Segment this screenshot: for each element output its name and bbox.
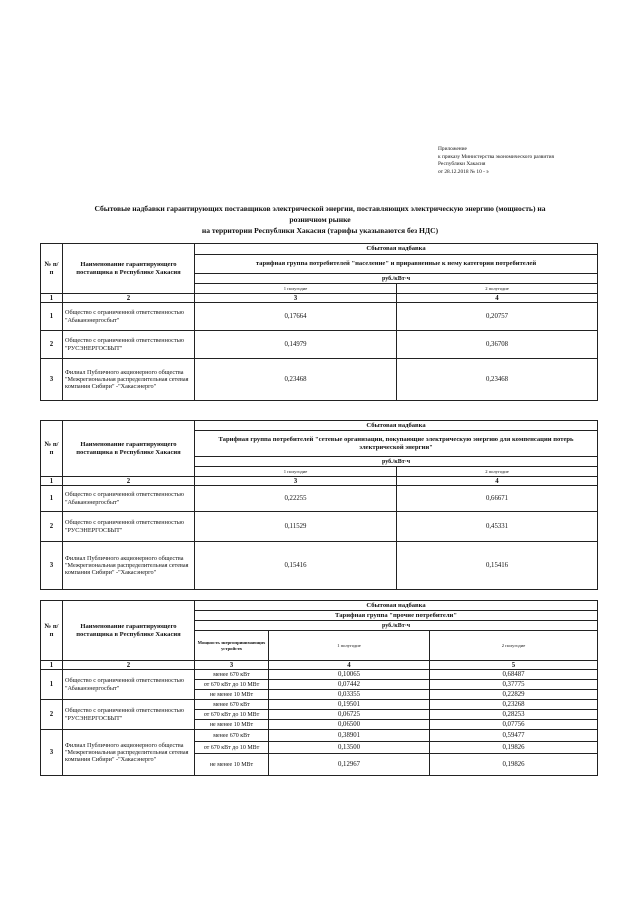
header-unit: руб./кВт·ч: [195, 457, 598, 467]
index-cell: 1: [41, 661, 63, 670]
value-half-1: 0,17664: [195, 303, 397, 331]
company-name: Общество с ограниченной ответственностью "Абаканэнергосбыт": [63, 303, 195, 331]
index-cell: 3: [195, 294, 397, 303]
header-unit: руб./кВт·ч: [195, 621, 598, 631]
value-half-2: 0,15416: [397, 542, 598, 590]
company-name: Филиал Публичного акционерного общества "Межрегиональная распределительная сетевая компания Сибири" -"Хакасэнерго": [63, 542, 195, 590]
power-range: от 670 кВт до 10 МВт: [195, 742, 269, 754]
value-half-1: 0,13500: [269, 742, 430, 754]
col-header-name: Наименование гарантирующего поставщика в Республике Хакасия: [63, 601, 195, 661]
power-range: менее 670 кВт: [195, 730, 269, 742]
header-sbyt-nadbavka: Сбытовая надбавка: [195, 421, 598, 431]
row-number: 1: [41, 303, 63, 331]
row-number: 3: [41, 730, 63, 776]
table-row: [41, 700, 598, 710]
value-half-2: 0,23468: [397, 359, 598, 401]
col-header-number: № п/п: [41, 421, 63, 477]
power-range: менее 670 кВт: [195, 700, 269, 710]
value-half-1: 0,03355: [269, 690, 430, 700]
appendix-line: от 28.12.2018 № 10 - э: [438, 168, 489, 175]
header-sbyt-nadbavka: Сбытовая надбавка: [195, 244, 598, 255]
company-name: Филиал Публичного акционерного общества "Межрегиональная распределительная сетевая компания Сибири" -"Хакасэнерго": [63, 359, 195, 401]
table-row: [41, 359, 598, 401]
appendix-line: Республики Хакасия: [438, 161, 486, 168]
header-sbyt-nadbavka: Сбытовая надбавка: [195, 601, 598, 611]
row-number: 1: [41, 670, 63, 700]
index-cell: 5: [430, 661, 598, 670]
value-half-2: 0,45331: [397, 512, 598, 542]
header-half-1: 1 полугодие: [195, 467, 397, 477]
value-half-1: 0,23468: [195, 359, 397, 401]
value-half-2: 0,59477: [430, 730, 598, 742]
tariff-table-other-consumers: [40, 600, 598, 776]
header-power-capacity: Мощность энергопринимающих устройств: [195, 631, 269, 661]
table-row: [41, 542, 598, 590]
table-row: [41, 303, 598, 331]
value-half-2: 0,66671: [397, 486, 598, 512]
power-range: не менее 10 МВт: [195, 754, 269, 776]
company-name: Филиал Публичного акционерного общества "Межрегиональная распределительная сетевая компания Сибири" -"Хакасэнерго": [63, 730, 195, 776]
index-cell: 4: [397, 294, 598, 303]
value-half-1: 0,11529: [195, 512, 397, 542]
value-half-2: 0,07756: [430, 720, 598, 730]
row-number: 1: [41, 486, 63, 512]
value-half-2: 0,36708: [397, 331, 598, 359]
row-number: 2: [41, 512, 63, 542]
index-cell: 4: [397, 477, 598, 486]
value-half-1: 0,10065: [269, 670, 430, 680]
header-half-2: 2 полугодие: [430, 631, 598, 661]
header-tariff-group: Тарифная группа "прочие потребители": [195, 611, 598, 621]
index-cell: 1: [41, 477, 63, 486]
table-row: [41, 730, 598, 742]
title-line: на территории Республики Хакасия (тарифы указываются без НДС): [201, 226, 439, 236]
header-half-1: 1 полугодие: [269, 631, 430, 661]
row-number: 2: [41, 700, 63, 730]
header-tariff-group: Тарифная группа потребителей "сетевые организации, покупающие электрическую энергию для компенсации потерь электрической энергии": [195, 431, 598, 457]
index-cell: 3: [195, 661, 269, 670]
table-row: [41, 486, 598, 512]
value-half-2: 0,20757: [397, 303, 598, 331]
header-half-1: 1 полугодие: [195, 284, 397, 294]
value-half-1: 0,07442: [269, 680, 430, 690]
table-row: [41, 331, 598, 359]
value-half-1: 0,06725: [269, 710, 430, 720]
power-range: от 670 кВт до 10 МВт: [195, 680, 269, 690]
index-cell: 2: [63, 294, 195, 303]
value-half-2: 0,19826: [430, 754, 598, 776]
company-name: Общество с ограниченной ответственностью "РУСЭНЕРГОСБЫТ": [63, 331, 195, 359]
row-number: 3: [41, 359, 63, 401]
appendix-line: Приложение: [438, 146, 467, 152]
appendix-block: [438, 146, 554, 176]
index-cell: 4: [269, 661, 430, 670]
tariff-table-grid-organizations: [40, 420, 598, 590]
table-row: [41, 512, 598, 542]
value-half-1: 0,15416: [195, 542, 397, 590]
company-name: Общество с ограниченной ответственностью "РУСЭНЕРГОСБЫТ": [63, 700, 195, 730]
header-tariff-group: тарифная группа потребителей "население" и приравненные к нему категории потребителей: [195, 255, 598, 274]
index-cell: 3: [195, 477, 397, 486]
table-row: [41, 670, 598, 680]
value-half-1: 0,14979: [195, 331, 397, 359]
row-number: 3: [41, 542, 63, 590]
company-name: Общество с ограниченной ответственностью "Абаканэнергосбыт": [63, 670, 195, 700]
power-range: не менее 10 МВт: [195, 690, 269, 700]
header-half-2: 2 полугодие: [397, 467, 598, 477]
index-cell: 1: [41, 294, 63, 303]
company-name: Общество с ограниченной ответственностью "Абаканэнергосбыт": [63, 486, 195, 512]
header-half-2: 2 полугодие: [397, 284, 598, 294]
row-number: 2: [41, 331, 63, 359]
header-unit: руб./кВт·ч: [195, 274, 598, 284]
value-half-1: 0,06500: [269, 720, 430, 730]
value-half-2: 0,68487: [430, 670, 598, 680]
col-header-name: Наименование гарантирующего поставщика в Республике Хакасия: [63, 244, 195, 294]
power-range: не менее 10 МВт: [195, 720, 269, 730]
value-half-1: 0,22255: [195, 486, 397, 512]
value-half-2: 0,19826: [430, 742, 598, 754]
document-title: [40, 203, 600, 237]
power-range: от 670 кВт до 10 МВт: [195, 710, 269, 720]
value-half-1: 0,38901: [269, 730, 430, 742]
value-half-1: 0,12967: [269, 754, 430, 776]
value-half-2: 0,23268: [430, 700, 598, 710]
col-header-name: Наименование гарантирующего поставщика в Республике Хакасия: [63, 421, 195, 477]
col-header-number: № п/п: [41, 601, 63, 661]
value-half-1: 0,19501: [269, 700, 430, 710]
index-cell: 2: [63, 661, 195, 670]
col-header-number: № п/п: [41, 244, 63, 294]
value-half-2: 0,22829: [430, 690, 598, 700]
index-cell: 2: [63, 477, 195, 486]
tariff-table-population: [40, 243, 598, 401]
title-line: Сбытовые надбавки гарантирующих поставщиков электрической энергии, поставляющих электрическую энергию (мощность) на: [94, 204, 546, 213]
appendix-line: к приказу Министерства экономического развития: [438, 153, 554, 160]
title-line: розничном рынке: [289, 215, 351, 225]
value-half-2: 0,37775: [430, 680, 598, 690]
power-range: менее 670 кВт: [195, 670, 269, 680]
company-name: Общество с ограниченной ответственностью "РУСЭНЕРГОСБЫТ": [63, 512, 195, 542]
value-half-2: 0,28253: [430, 710, 598, 720]
